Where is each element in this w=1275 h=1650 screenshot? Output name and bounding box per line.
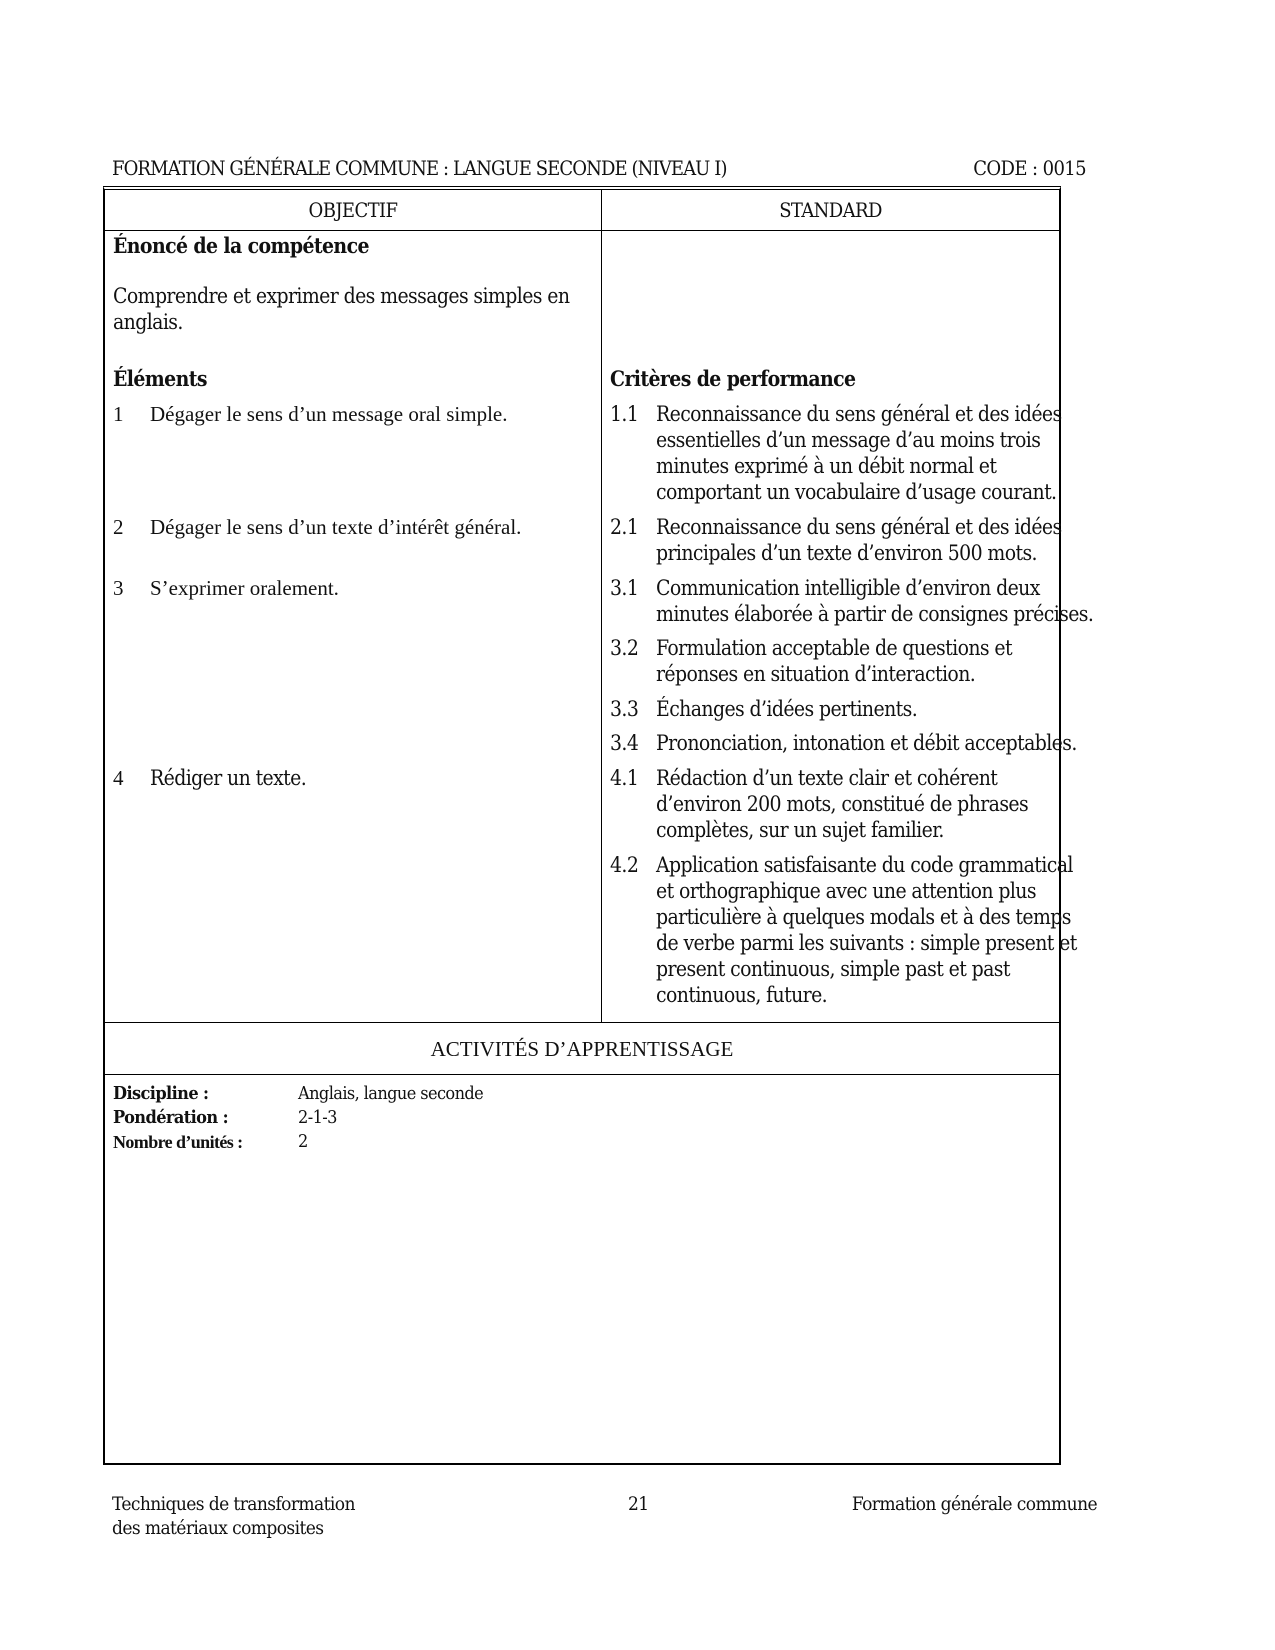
column-header-objectif: OBJECTIF (308, 198, 398, 222)
enonce-text-line-1: Comprendre et exprimer des messages simples en (113, 284, 570, 308)
activites-heading: ACTIVITÉS D’APPRENTISSAGE (105, 1023, 1059, 1075)
column-divider (601, 190, 602, 1022)
enonce-heading: Énoncé de la compétence (113, 233, 369, 258)
footer-program: Techniques de transformation des matériaux composites (112, 1493, 355, 1539)
column-header-standard: STANDARD (779, 198, 882, 222)
course-code: CODE : 0015 (973, 156, 1086, 180)
enonce-text-line-2: anglais. (113, 310, 183, 334)
criteres-heading: Critères de performance (610, 366, 856, 391)
footer-section: Formation générale commune (851, 1493, 1097, 1515)
elements-heading: Éléments (113, 366, 207, 391)
page-header (112, 154, 1092, 182)
table-header-row (105, 190, 1059, 231)
competency-table: OBJECTIF STANDARD Énoncé de la compétence Comprendre et exprimer des messages simples en anglais. Éléments 1 Dégager le sens d’un message oral simple. 2 Dégager le sens d’un texte d’intérêt général. 3 S’exprimer oralement. 4 Rédiger un texte. Critères de performance 1.1 Reconnaissance du sens général et des idées essentielles d’un message d’au moins trois minutes exprimé à un débit normal et comportant un vocabulaire d’usage courant. 2.1 Reconnaissance du sens général et des idées principales d’un texte d’environ 500 mots. 3.1 Communication intelligible d’environ deux minutes élaborée à partir de consignes précises. 3.2 Formulation acceptable de questions et réponses en situation d’interaction. 3.3 Échanges d’idées pertinents. 3.4 Prononciation, intonation et débit acceptables. 4.1 Rédaction d’un texte clair et cohérent d’environ 200 mots, constitué de phrases complètes, sur un sujet familier. 4.2 Application satisfaisante du code grammatical et orthographique avec une attention plus particulière à quelques modals et à des temps de verbe parmi les suivants : simple present et present continuous, simple past et past continuous, future. ACTIVITÉS D’APPRENTISSAGE Discipline : Anglais, langue seconde Pondération : 2-1-3 Nombre d’unités : 2 (103, 186, 1061, 1465)
program-title: FORMATION GÉNÉRALE COMMUNE : LANGUE SECONDE (NIVEAU I) (112, 156, 727, 180)
page-number: 21 (628, 1493, 649, 1515)
